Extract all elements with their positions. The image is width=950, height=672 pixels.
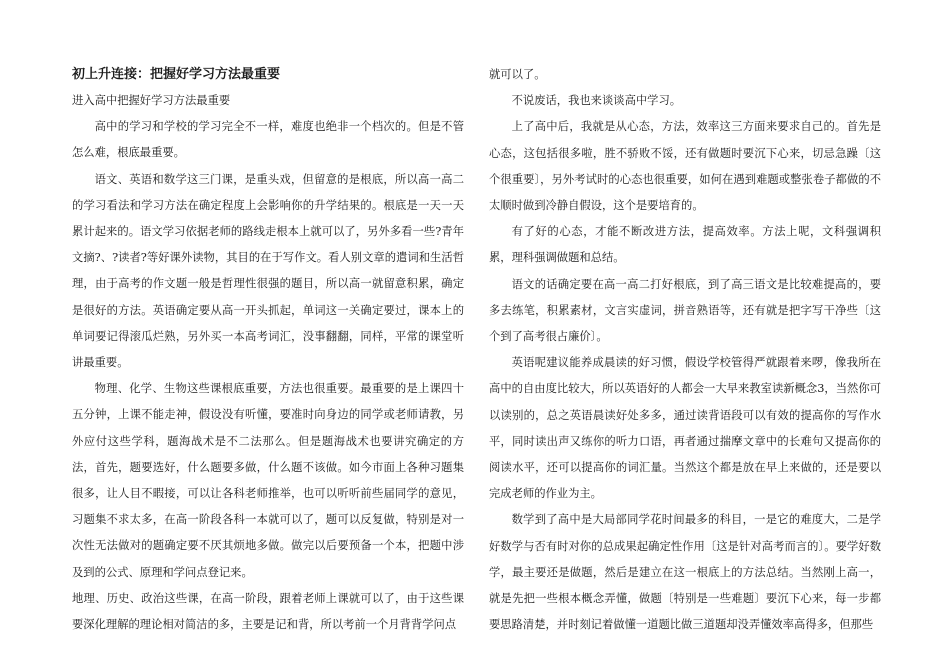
- right-paragraphs: [489, 62, 881, 638]
- paragraph: 语文、英语和数学这三门课，是重头戏，但留意的是根底，所以高一高二的学习看法和学习方法在确定程度上会影响你的升学结果的。根底是一天一天累计起来的。语文学习依据老师的路线走根本上就可以了，另外多看一些?青年文摘?、?读者?等好课外读物，其目的在于写作文。看人别文章的遣词和生活哲理，由于高考的作文题一般是哲理性很强的题目，所以高一就留意积累，确定是很好的方法。英语确定要从高一开头抓起，单词这一关确定要过，课本上的单词要记得滚瓜烂熟，另外买一本高考词汇，没事翻翻，同样，平常的课堂听讲最重要。: [72, 172, 464, 370]
- right-column: [489, 62, 881, 638]
- paragraph: 不说废话，我也来谈谈高中学习。: [511, 94, 682, 108]
- paragraph: 地理、历史、政治这些课，在高一阶段，跟着老师上课就可以了，由于这些课要深化理解的理论相对简洁的多，主要是记和背，所以考前一个月背背学问点: [72, 591, 464, 632]
- paragraph: 语文的话确定要在高一高二打好根底，到了高三语文是比较难提高的，要多去练笔，积累素材，文言实虚词，拼音熟语等，还有就是把字写干净些〔这个到了高考很占廉价〕。: [489, 277, 881, 344]
- left-column: [72, 62, 464, 638]
- paragraph: 进入高中把握好学习方法最重要: [72, 94, 231, 107]
- paragraph: 英语呢建议能养成晨读的好习惯，假设学校管得严就跟着来啰，像我所在高中的自由度比较大，所以英语好的人都会一大早来教室读新概念3，当然你可以读别的，总之英语晨读好处多多，通过读背语段可以有效的提高你的写作水平，同时读出声又练你的听力口语，再者通过揣摩文章中的长难句又提高你的阅读水平，还可以提高你的词汇量。当然这个都是放在早上来做的，还是要以完成老师的作业为主。: [489, 356, 881, 501]
- paragraph: 上了高中后，我就是从心态，方法，效率这三方面来要求自己的。首先是心态，这包括很多啦，胜不骄败不馁，还有做题时要沉下心来，切忌急躁〔这个很重要〕，另外考试时的心态也很重要，如何在遇到难题或整张卷子都做的不太顺时做到冷静自假设，这个是要培育的。: [489, 120, 881, 213]
- paragraph: 高中的学习和学校的学习完全不一样，难度也绝非一个档次的。但是不管怎么难，根底最重要。: [72, 120, 464, 160]
- paragraph: 物理、化学、生物这些课根底重要，方法也很重要。最重要的是上课四十五分钟，上课不能走神，假设没有听懂，要准时向身边的同学或老师请教，另外应付这些学科，题海战术是不二法那么。但是题海战术也要讲究确定的方法，首先，题要选好，什么题要多做，什么题不该做。如今市面上各种习题集很多，让人目不暇接，可以让各科老师推举，也可以听听前些届同学的意见，习题集不求太多，在高一阶段各科一本就可以了，题可以反复做，特别是对一次性无法做对的题确定要不厌其烦地多做。做完以后要预备一个本，把题中涉及到的公式、原理和学问点登记来。: [72, 382, 464, 579]
- paragraph: 就可以了。: [489, 68, 546, 81]
- paragraph: 数学到了高中是大局部同学花时间最多的科目，一是它的难度大，二是学好数学与否有时对你的总成果起确定性作用〔这是针对高考而言的〕。要学好数学，最主要还是做题，然后是建立在这一根底上的方法总结。当然刚上高一，就是先把一些根本概念弄懂，做题〔特别是一些难题〕要沉下心来，每一步都要思路清楚，并时刻记着做懂一道题比做三道题却没弄懂效率高得多，但那些: [489, 513, 881, 632]
- document-title: 初上升连接：把握好学习方法最重要: [72, 67, 281, 82]
- paragraph: 有了好的心态，才能不断改进方法，提高效率。方法上呢，文科强调积累，理科强调做题和总结。: [489, 225, 881, 265]
- left-paragraphs: [72, 88, 464, 638]
